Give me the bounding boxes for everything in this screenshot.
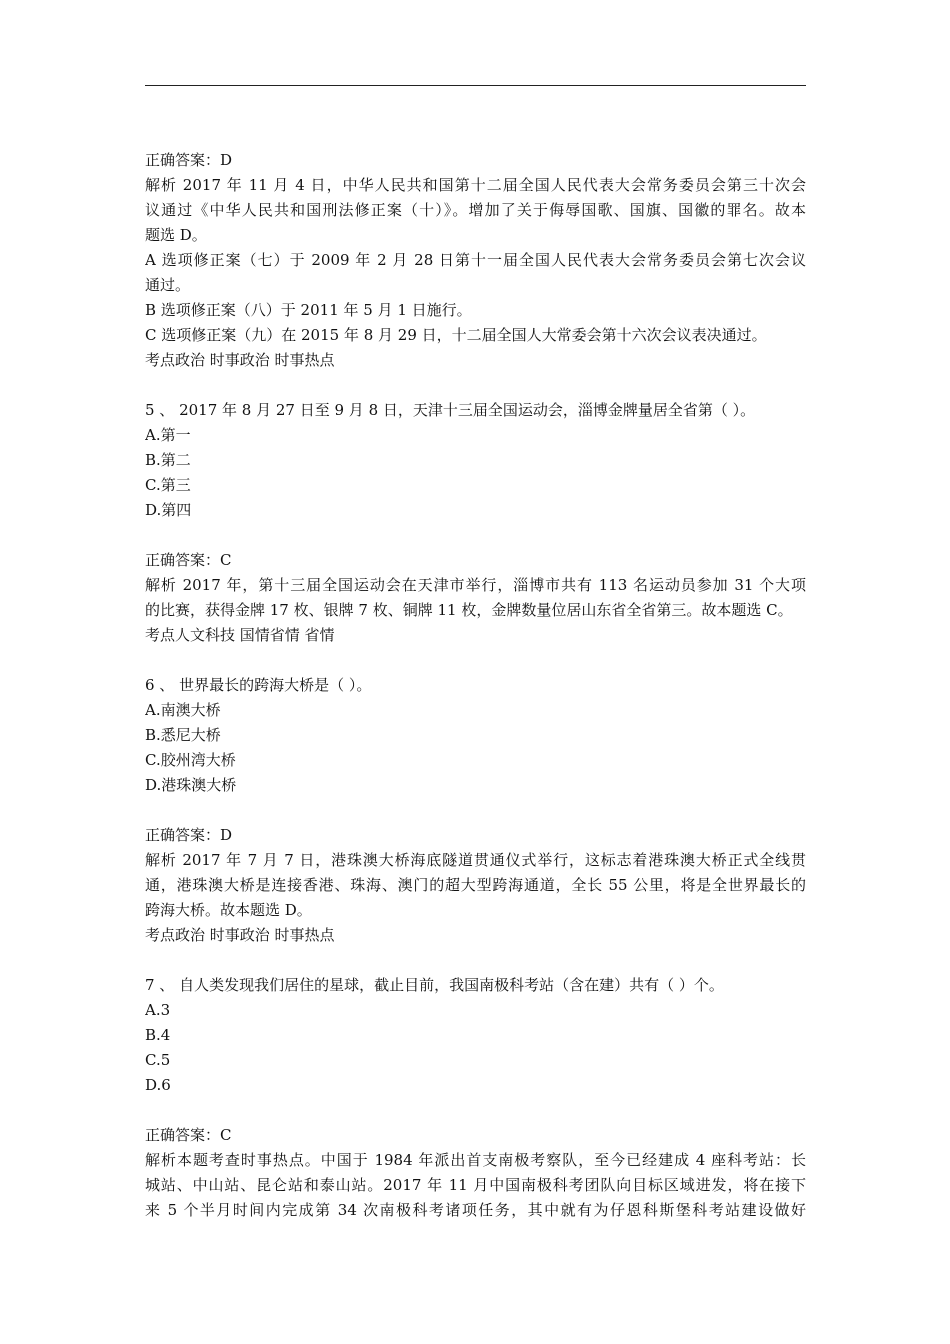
question-stem: 7 、 自人类发现我们居住的星球，截止目前，我国南极科考站（含在建）共有（ ）个。 <box>145 976 724 994</box>
option-b: B.悉尼大桥 <box>145 726 221 744</box>
question <box>145 398 806 523</box>
option-a: A.第一 <box>145 426 191 444</box>
analysis-line: 解析 2017 年，第十三届全国运动会在天津市举行，淄博市共有 113 名运动员参加 31 个大项 <box>145 576 806 594</box>
analysis-line: 来 5 个半月时间内完成第 34 次南极科考诸项任务，其中就有为仔恩科斯堡科考站建设做好 <box>145 1201 806 1219</box>
topic-tag: 考点政治 时事政治 时事热点 <box>145 926 335 944</box>
answer-block <box>145 148 806 373</box>
question-stem: 6 、 世界最长的跨海大桥是（ ）。 <box>145 676 372 694</box>
question <box>145 673 806 798</box>
analysis-line: 解析 2017 年 7 月 7 日，港珠澳大桥海底隧道贯通仪式举行，这标志着港珠澳大桥正式全线贯 <box>145 851 806 869</box>
question-stem: 5 、 2017 年 8 月 27 日至 9 月 8 日，天津十三届全国运动会，淄博金牌量居全省第（ ）。 <box>145 401 756 419</box>
correct-answer: 正确答案：C <box>145 1126 232 1144</box>
analysis-line: C 选项修正案（九）在 2015 年 8 月 29 日，十二届全国人大常委会第十六次会议表决通过。 <box>145 326 767 344</box>
document-body <box>145 148 806 1223</box>
option-b: B.4 <box>145 1026 171 1044</box>
analysis-line: 跨海大桥。故本题选 D。 <box>145 901 312 919</box>
analysis-line: 城站、中山站、昆仑站和泰山站。2017 年 11 月中国南极科考团队向目标区域进发，将在接下 <box>145 1176 806 1194</box>
analysis-line: 通过。 <box>145 276 191 294</box>
header-rule <box>145 85 806 86</box>
topic-tag: 考点人文科技 国情省情 省情 <box>145 626 335 644</box>
option-c: C.第三 <box>145 476 191 494</box>
answer-block <box>145 548 806 648</box>
option-c: C.5 <box>145 1051 171 1069</box>
question <box>145 973 806 1098</box>
answer-block <box>145 823 806 948</box>
option-a: A.南澳大桥 <box>145 701 221 719</box>
analysis-line: 通，港珠澳大桥是连接香港、珠海、澳门的超大型跨海通道，全长 55 公里，将是全世界最长的 <box>145 876 806 894</box>
option-c: C.胶州湾大桥 <box>145 751 236 769</box>
analysis-line: 解析本题考查时事热点。中国于 1984 年派出首支南极考察队，至今已经建成 4 座科考站：长 <box>145 1151 806 1169</box>
answer-block <box>145 1123 806 1223</box>
correct-answer: 正确答案：C <box>145 551 232 569</box>
option-d: D.6 <box>145 1076 171 1094</box>
analysis-line: 的比赛，获得金牌 17 枚、银牌 7 枚、铜牌 11 枚，金牌数量位居山东省全省第三。故本题选 C。 <box>145 601 793 619</box>
option-d: D.港珠澳大桥 <box>145 776 237 794</box>
analysis-line: A 选项修正案（七）于 2009 年 2 月 28 日第十一届全国人民代表大会常务委员会第七次会议 <box>145 251 806 269</box>
analysis-line: B 选项修正案（八）于 2011 年 5 月 1 日施行。 <box>145 301 472 319</box>
topic-tag: 考点政治 时事政治 时事热点 <box>145 351 335 369</box>
option-a: A.3 <box>145 1001 171 1019</box>
correct-answer: 正确答案：D <box>145 151 233 169</box>
option-d: D.第四 <box>145 501 192 519</box>
analysis-line: 议通过《中华人民共和国刑法修正案（十）》。增加了关于侮辱国歌、国旗、国徽的罪名。故本 <box>145 201 806 219</box>
analysis-line: 解析 2017 年 11 月 4 日，中华人民共和国第十二届全国人民代表大会常务委员会第三十次会 <box>145 176 806 194</box>
correct-answer: 正确答案：D <box>145 826 233 844</box>
analysis-line: 题选 D。 <box>145 226 207 244</box>
option-b: B.第二 <box>145 451 191 469</box>
